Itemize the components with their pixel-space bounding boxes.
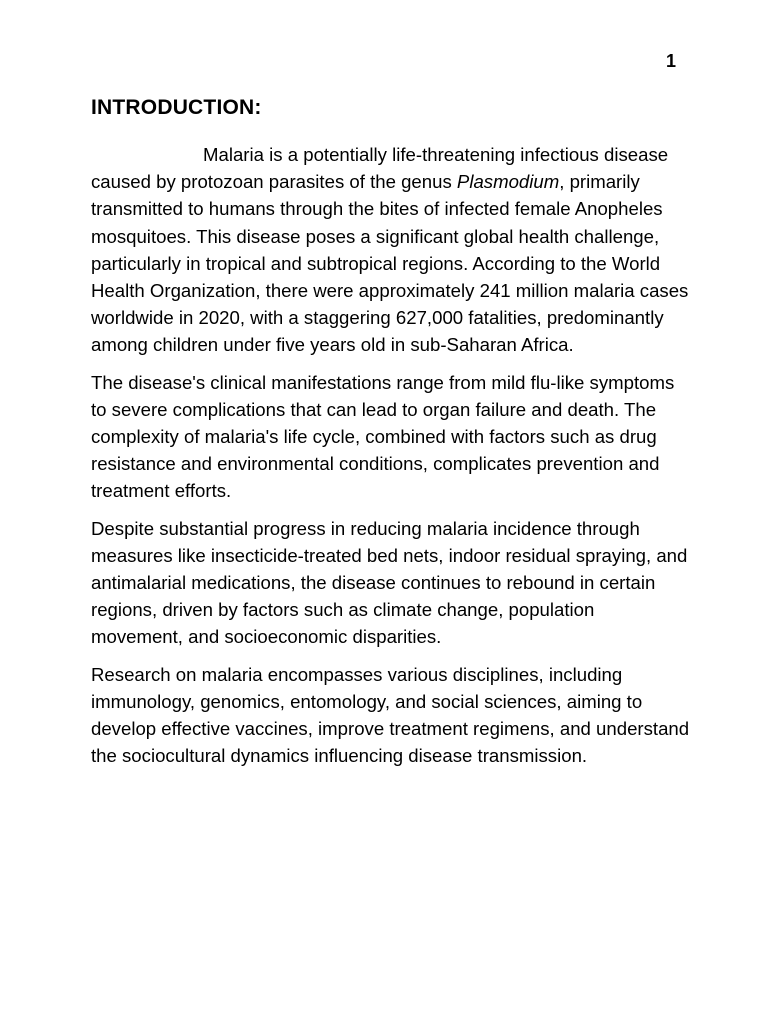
paragraph-4: Research on malaria encompasses various disciplines, including immunology, genomics, entomology, and social sciences, aiming to develop effective vaccines, improve treatment regimens, and understand the sociocultural dynamics influencing disease transmission. [91, 663, 690, 767]
paragraph-3: Despite substantial progress in reducing malaria incidence through measures like insecticide-treated bed nets, indoor residual spraying, and antimalarial medications, the disease continues to rebound in certain regions, driven by factors such as climate change, population movement, and socioeconomic disparities. [91, 517, 688, 648]
paragraph-1 [91, 141, 691, 359]
body-text [91, 141, 691, 779]
paragraph-2: The disease's clinical manifestations range from mild flu-like symptoms to severe complications that can lead to organ failure and death. The complexity of malaria's life cycle, combined with factors such as drug resistance and environmental conditions, complicates prevention and treatment efforts. [91, 371, 675, 502]
section-heading: INTRODUCTION: [91, 96, 262, 119]
paragraph-1-text-start: Malaria is a potentially life-threatening infectious disease caused by protozoan parasites of the genus [91, 144, 669, 193]
genus-name-italic: Plasmodium [456, 171, 560, 193]
page-number: 1 [665, 51, 676, 71]
paragraph-1-text-end: , primarily transmitted to humans through the bites of infected female Anopheles mosquitoes. This disease poses a significant global health challenge, particularly in tropical and subtropical regions. According to the World Health Organization, there were approximately 241 million malaria cases worldwide in 2020, with a staggering 627,000 fatalities, predominantly among children under five years old in sub-Saharan Africa. [91, 171, 689, 356]
